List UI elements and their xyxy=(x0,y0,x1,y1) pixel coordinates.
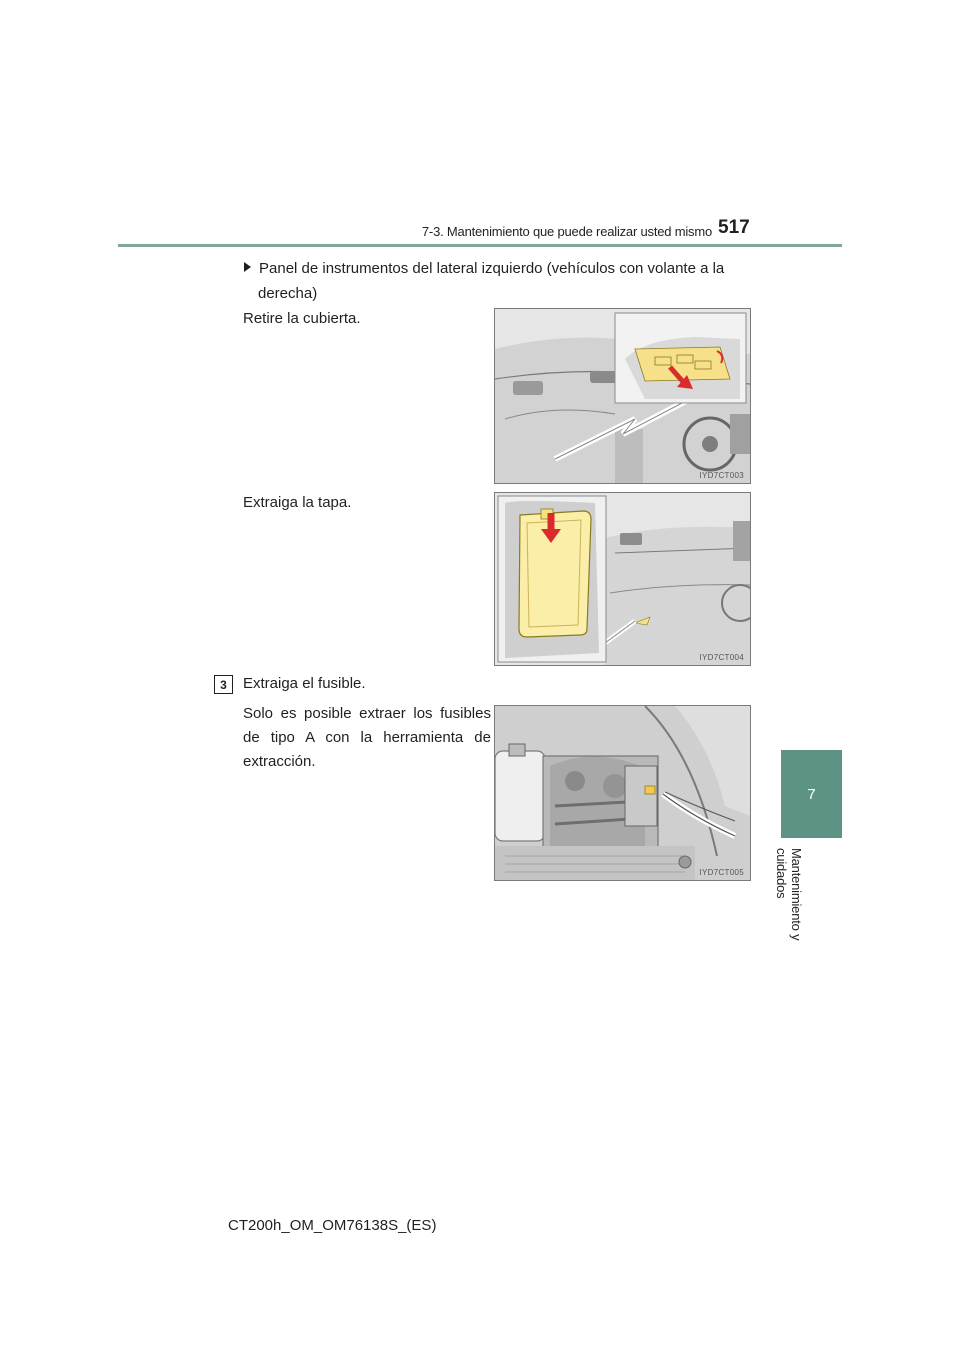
instruction-remove-fuse: Extraiga el fusible. xyxy=(243,675,366,692)
fuse-note: Solo es posible extraer los fusibles de tipo A con la herramienta de extracción. xyxy=(243,705,491,770)
figure-dashboard-cover xyxy=(494,308,751,484)
manual-code: CT200h_OM_OM76138S_(ES) xyxy=(228,1217,437,1234)
engine-bay-fuse-illustration xyxy=(495,706,750,880)
instruction-remove-lid: Extraiga la tapa. xyxy=(243,494,352,511)
bullet-text-line2: derecha) xyxy=(258,285,318,302)
chapter-tab[interactable] xyxy=(781,750,842,838)
section-title: 7-3. Mantenimiento que puede realizar usted mismo xyxy=(421,224,712,239)
figure-code: IYD7CT005 xyxy=(699,868,744,877)
figure-engine-bay xyxy=(494,705,751,881)
bullet-text-line1: Panel de instrumentos del lateral izquierdo (vehículos con volante a la xyxy=(259,260,725,277)
chapter-number: 7 xyxy=(807,785,816,803)
dashboard-cover-illustration xyxy=(495,309,750,483)
step-number-badge: 3 xyxy=(214,675,233,694)
instruction-remove-cover: Retire la cubierta. xyxy=(243,310,361,327)
fuse-box-lid-illustration xyxy=(495,493,750,665)
figure-code: IYD7CT004 xyxy=(699,653,744,662)
figure-code: IYD7CT003 xyxy=(699,471,744,480)
header-divider xyxy=(118,244,842,247)
page-number: 517 xyxy=(718,217,750,238)
figure-fuse-box-lid xyxy=(494,492,751,666)
chapter-title: Mantenimiento y cuidados xyxy=(774,848,804,941)
bullet-item xyxy=(244,256,749,306)
triangle-bullet-icon xyxy=(244,262,251,272)
